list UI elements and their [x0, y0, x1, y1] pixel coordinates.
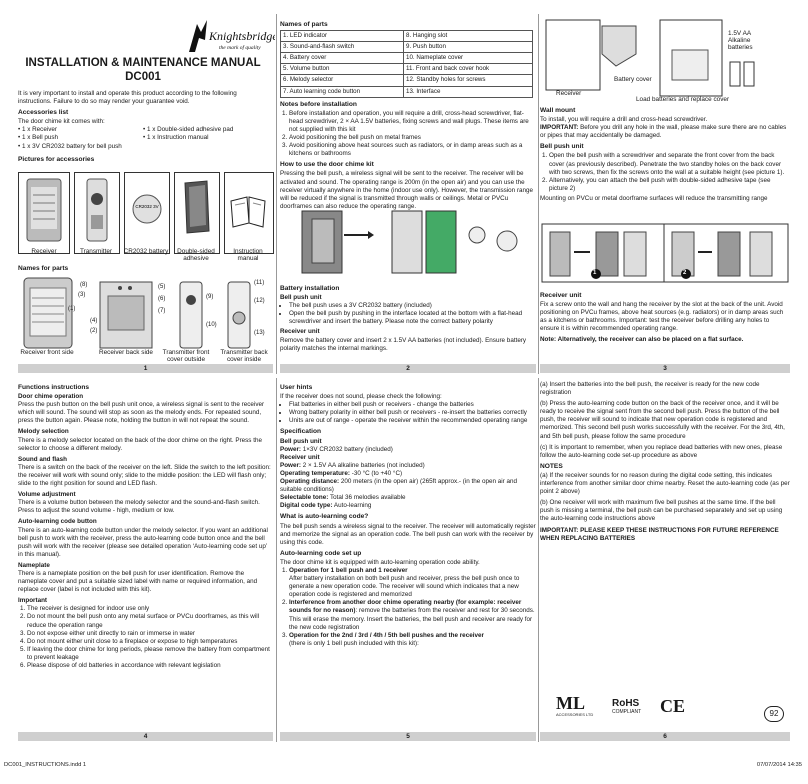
battery-sub2: Receiver unit: [280, 328, 320, 336]
pic-label: Transmitter: [79, 248, 113, 255]
title-line-1: INSTALLATION & MAINTENANCE MANUAL: [25, 57, 261, 69]
table-row: 3. Sound-and-flash switch 9. Push button: [281, 42, 533, 53]
spec-rx-heading: Receiver unit: [280, 453, 320, 461]
part-number: (12): [254, 298, 265, 304]
part-number: (3): [78, 292, 86, 298]
list-item: 2. Avoid positioning the bell push on metal frames: [289, 134, 536, 142]
melody-text: There is a melody selector located on the back of the door chime on the right. Press the selector to choose a different melody.: [18, 436, 262, 452]
p6-item: (a) Insert the batteries into the bell push, the receiver is ready for the new code registration: [540, 381, 760, 397]
pic-label: CR2032 battery: [123, 248, 169, 255]
page-number-6: 6: [540, 732, 790, 741]
accessories-right: [143, 126, 233, 150]
spec-line: Power: 2 × 1.5V AA alkaline batteries (not included): [280, 461, 425, 469]
p5-text: [280, 381, 536, 650]
accessory-item: • 1 x Bell push: [18, 134, 59, 142]
setup-lead: The door chime kit is equipped with auto-learning operation code ability.: [280, 558, 480, 566]
bellpush-heading: Bell push unit: [540, 143, 584, 151]
p2-battery-text: [280, 282, 536, 356]
divider: [538, 14, 539, 374]
receiver-battery-figure: [540, 14, 790, 102]
howto-heading: How to use the door chime kit: [280, 161, 374, 169]
notes-heading: Notes before installation: [280, 100, 357, 108]
rohs-logo: [612, 698, 656, 722]
accessories-lead: The door chime kit comes with:: [18, 118, 105, 126]
list-item: 4. Do not mount either unit close to a fireplace or expose to high temperatures: [27, 638, 273, 646]
table-row: 4. Battery cover 10. Nameplate cover: [281, 53, 533, 64]
parts-table-heading: Names of parts: [280, 21, 328, 28]
part-number: (10): [206, 322, 217, 328]
nameplate-heading: Nameplate: [18, 561, 50, 569]
part-number: (4): [90, 318, 98, 324]
battery-sub1: Bell push unit: [280, 294, 322, 302]
part-number: (8): [80, 282, 88, 288]
whatis-heading: What is auto-learning code?: [280, 513, 369, 521]
mount-note: Mounting on PVCu or metal doorframe surfaces will reduce the transmitting range: [540, 194, 768, 202]
door-heading: Door chime operation: [18, 393, 84, 401]
spec-line: Operating temperature: -30 °C (to +40 °C): [280, 469, 403, 477]
p6-note: (b) One receiver will work with maximum five bell pushes at the same time. If the bell push is missing a terminal, the bell push can be purchased separately and set up using the auto-learning code instructions above: [540, 499, 783, 523]
parts-figure: [18, 274, 273, 354]
footer-left: DC001_INSTRUCTIONS.indd 1: [4, 762, 87, 768]
receiverunit-note: Note: Alternatively, the receiver can also be placed on a flat surface.: [540, 336, 744, 344]
important-heading: Important: [18, 597, 48, 605]
table-row: 5. Volume button 11. Front and back cover hook: [281, 64, 533, 75]
list-item: 1. Open the bell push with a screwdriver and separate the front cover from the back cover (as previously described). Penetrate the two standby holes on the back cover with two screws, then fix the screws onto the wall at a suitable height (see picture 1).: [549, 152, 790, 176]
ml-logo: [556, 694, 608, 720]
list-item: 1. Operation for 1 bell push and 1 receiver After battery installation on both bell push and receiver, press the bell push once to generate a new operation code. The receiver will sound which indicates that a new operation code is registered and memorized: [289, 567, 536, 599]
accessory-item: • 1 x Instruction manual: [143, 134, 209, 142]
divider: [276, 14, 277, 374]
table-row: 7. Auto learning code button 13. Interface: [281, 86, 533, 97]
fig-caption: Load batteries and replace cover: [636, 96, 730, 103]
pic-label: Instruction manual: [233, 248, 263, 262]
receiverunit-heading: Receiver unit: [540, 292, 582, 299]
list-item: 2. Interference from another door chime operating nearby (for example: receiver sounds for no reason): remove the batteries from the receiver and rest for 30 seconds. This will erase the memory. Insert the batteries, the bell push and receiver are ready for the new code registration: [289, 599, 536, 631]
hints-lead: If the receiver does not sound, please check the following:: [280, 393, 442, 401]
page-number-1: 1: [18, 364, 273, 373]
p6-notes-heading: NOTES: [540, 462, 563, 470]
list-item: 5. If leaving the door chime for long periods, please remove the battery from compartment to prevent leakage: [27, 646, 273, 662]
adhesive-picture: [174, 172, 220, 254]
page-number-4: 4: [18, 732, 273, 741]
spec-line: Digital code type: Auto-learning: [280, 502, 372, 510]
part-number: (9): [206, 294, 214, 300]
page-number-2: 2: [280, 364, 536, 373]
battery-picture: [124, 172, 170, 254]
mount-figure: [540, 222, 790, 284]
parts-caption: Receiver front side: [20, 349, 74, 356]
list-item: 3. Operation for the 2nd / 3rd / 4th / 5th bell pushes and the receiver (there is only 1 bell push included with this kit):: [289, 632, 536, 648]
p3-receiver-text: [540, 289, 790, 348]
soundflash-heading: Sound and flash: [18, 455, 67, 463]
part-number: (7): [158, 308, 166, 314]
accessories-heading: Accessories list: [18, 109, 69, 117]
brand-name: Knightsbridge: [209, 29, 275, 43]
functions-heading: Functions instructions: [18, 384, 90, 391]
list-item: 1. Before installation and operation, you will require a drill, cross-head screwdriver, flat-head screwdriver, 2 × AA 1.5V batteries, fixing screws and wall plugs. These items are not supplied with this kit: [289, 110, 536, 134]
brand-logo: [185, 18, 275, 56]
p6-item: (b) Press the auto-learning code button on the back of the receiver once, and it will be ready to receive the signal sent from the second bell push. Press the button of the bell push, the receiver will sound to indicate that new operation code is registered and memorized. This second bell push works successfully with the receiver. For the 3rd, 4th, and 5th bell push, please follow the same procedure: [540, 400, 785, 440]
nameplate-text: There is a nameplate position on the bell push for user identification. Remove the nameplate cover and put a suitable sized label with name or required information, and replace cover (label is not included with this kit).: [18, 569, 258, 594]
parts-caption: Transmitter back cover inside: [220, 349, 268, 363]
knight-logo-icon: [185, 18, 275, 56]
list-item: • Units are out of range - operate the receiver within the recommended operating range: [289, 417, 536, 425]
p2-text: [280, 18, 536, 214]
manual-picture: [224, 172, 274, 254]
ce-mark: CE: [660, 696, 686, 716]
battery-text2: Remove the battery cover and insert 2 x 1.5V AA batteries (not included). Ensure battery polarity matches the internal markings.: [280, 336, 527, 352]
rohs-text: RoHS: [612, 698, 640, 709]
accessory-item: • 1 x Double-sided adhesive pad: [143, 126, 234, 134]
melody-heading: Melody selection: [18, 428, 69, 436]
p1-text: [18, 90, 268, 165]
fig-label: Battery cover: [614, 76, 652, 83]
part-number: (5): [158, 284, 166, 290]
spec-line: Power: 1×3V CR2032 battery (included): [280, 445, 393, 453]
receiver-picture: [18, 172, 70, 254]
important-list: [18, 605, 273, 670]
list-item: 2. Do not mount the bell push onto any metal surface or PVCu doorframes, as this will reduce the operation range: [27, 613, 273, 629]
spec-line: Selectable tone: Total 36 melodies available: [280, 494, 406, 502]
transmitter-picture: [74, 172, 120, 254]
spec-heading: Specification: [280, 428, 322, 436]
ml-logo-text: ML: [556, 693, 585, 713]
p6-item: (c) It is important to remember, when you replace dead batteries with new ones, please follow the auto-learning code set-up procedure as above: [540, 443, 783, 459]
title-line-2: DC001: [125, 71, 161, 83]
names-heading: Names for parts: [18, 265, 69, 272]
hints-list: [280, 401, 536, 425]
part-number: (13): [254, 330, 265, 336]
accessories-left: [18, 126, 143, 150]
list-item: 6. Please dispose of old batteries in accordance with relevant legislation: [27, 662, 273, 670]
hints-heading: User hints: [280, 384, 313, 391]
part-number: (6): [158, 296, 166, 302]
receiverunit-text: Fix a screw onto the wall and hang the receiver by the slot at the back of the unit. Avoid positioning on PVCu frames, above heat sources (e.g. radiators) or in damp areas such as a kitchens or bathrooms. Important: test the receiver before drilling any holes to ensure it is within recommended operating range.: [540, 301, 784, 333]
part-number: (2): [90, 328, 98, 334]
pic-label: Receiver: [31, 248, 57, 255]
table-row: 1. LED indicator 8. Hanging slot: [281, 31, 533, 42]
fig-label: 1.5V AA Alkaline batteries: [728, 30, 753, 51]
pic-label: Double-sided adhesive: [177, 248, 215, 262]
divider: [538, 378, 539, 742]
pictures-heading: Pictures for accessories: [18, 155, 95, 163]
parts-caption: Receiver back side: [99, 349, 153, 356]
pic-number: 1: [593, 270, 597, 276]
bellpush-list: [540, 152, 790, 192]
p6-note: (a) If the receiver sounds for no reason during the digital code setting, this indicates interference from another similar door chime nearby. Reset the auto-learning code (as per point 2 above): [540, 471, 790, 496]
parts-caption: Transmitter front cover outside: [162, 349, 210, 363]
part-number: (11): [254, 280, 265, 286]
list-item: • Flat batteries in either bell push or receivers - change the batteries: [289, 401, 536, 409]
pic-number: 2: [683, 270, 687, 276]
accessory-item: • 1 x Receiver: [18, 126, 57, 134]
battery-figure: [282, 205, 534, 277]
parts-table: [280, 30, 533, 98]
rohs-sub: COMPLIANT: [612, 709, 642, 715]
list-item: 2. Alternatively, you can attach the bell push with double-sided adhesive tape (see picture 2): [549, 177, 790, 193]
volume-heading: Volume adjustment: [18, 491, 76, 499]
part-number: (1): [68, 306, 76, 312]
door-text: Press the push button on the bell push unit once, a wireless signal is sent to the receiver which will sound. The sound will stop as soon as the melody ends. For repeated sound, press the button again. Please note, holding the button in will not repeat the sound.: [18, 401, 265, 425]
soundflash-text: There is a switch on the back of the receiver on the left. Slide the switch to the left position: the receiver will work with sound only; slide to the middle position: the LED will flash only; slide to the right position for sound and LED flash.: [18, 463, 271, 488]
spec-line: Operating distance: 200 meters (in the open air) (265ft approx.- (in the open air and suitable conditions): [280, 478, 517, 494]
battery-heading: Battery installation: [280, 285, 340, 292]
ml-logo-sub: ACCESSORIES LTD: [556, 712, 594, 717]
battery-label: CR2032 3V: [135, 204, 159, 209]
code-92-badge: 92: [764, 706, 784, 722]
list-item: 1. The receiver is designed for indoor use only: [27, 605, 273, 613]
autolearn-heading: Auto-learning code button: [18, 518, 97, 526]
brand-tagline: the mark of quality: [219, 45, 261, 51]
footer-right: 07/07/2014 14:35: [756, 762, 802, 768]
intro-text: It is very important to install and operate this product according to the following instructions. Failure to do so may render your guarantee void.: [18, 90, 237, 106]
fig-label: Receiver: [556, 90, 582, 97]
whatis-text: The bell push sends a wireless signal to the receiver. The receiver will automatically register and memorize the signal as an operation code. The bell push can work with the receiver by using this code.: [280, 522, 536, 546]
list-item: • Wrong battery polarity in either bell push or receivers - re-insert the batteries correctly: [289, 409, 536, 417]
battery-list: [280, 302, 536, 326]
divider: [276, 378, 277, 742]
list-item: 3. Avoid positioning above heat sources such as radiators, or in damp areas such as a kitchens or bathrooms: [289, 142, 536, 158]
list-item: 3. Do not expose either unit directly to rain or immerse in water: [27, 630, 273, 638]
notes-list: [280, 110, 536, 159]
setup-heading: Auto-learning code set up: [280, 549, 362, 557]
list-item: • The bell push uses a 3V CR2032 battery (included): [289, 302, 536, 310]
page-title: [18, 56, 268, 84]
accessory-item: • 1 x 3V CR2032 battery for bell push: [18, 142, 122, 150]
page-number-5: 5: [280, 732, 536, 741]
p4-text: [18, 381, 273, 672]
list-item: • Open the bell push by pushing in the interface located at the bottom with a flat-head screwdriver and insert the battery. Please note the correct battery polarity: [289, 310, 536, 326]
wallmount-heading: Wall mount: [540, 107, 576, 114]
page-number-3: 3: [540, 364, 790, 373]
howto-text: Pressing the bell push, a wireless signal will be sent to the receiver. The receiver will be activated and sound. The operating range is 200m (in the open air) and you can use the receiver virtually anywhere in the home (indoor use only). However, the transmission range will be reduced if the signal is transmitted through walls or ceilings. Metal or PVCu doorframes can also reduce the operating range.: [280, 170, 534, 210]
setup-list: [280, 567, 536, 648]
volume-text: There is a volume button between the melody selector and the sound-and-flash switch. Press to adjust the sound volume - high, medium or low.: [18, 499, 260, 515]
wallmount-text: To install, you will require a drill and cross-head screwdriver.: [540, 116, 708, 124]
p3-text: [540, 104, 790, 206]
keep-instructions: IMPORTANT: PLEASE KEEP THESE INSTRUCTIONS FOR FUTURE REFERENCE WHEN REPLACING BATTERIES: [540, 526, 779, 542]
p6-text: [540, 381, 790, 546]
table-row: 6. Melody selector 12. Standby holes for screws: [281, 75, 533, 86]
spec-bp-heading: Bell push unit: [280, 437, 322, 445]
autolearn-text: There is an auto-learning code button under the melody selector. If you want an additional bell push to work with the receiver, press the auto-learning code button once and the bell push will work with the receiver (please see detailed operation ‘Auto-learning code set up’ in this manual).: [18, 526, 268, 558]
wallmount-important: IMPORTANT: Before you drill any hole in the wall, please make sure there are no cables or pipes that may accidentally be damaged.: [540, 124, 787, 140]
